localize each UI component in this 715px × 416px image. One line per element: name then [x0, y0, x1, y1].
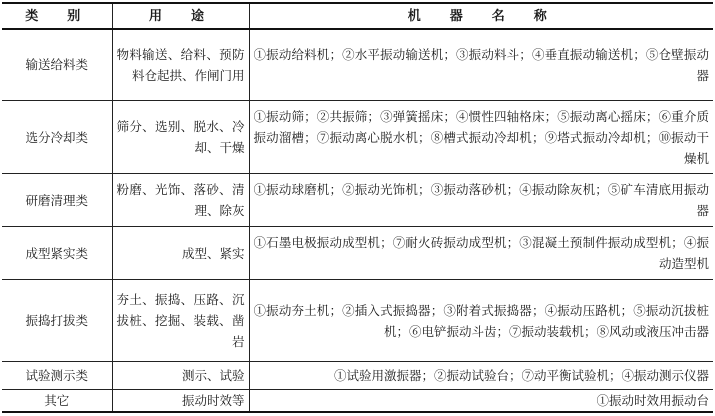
- header-row: [2, 3, 713, 29]
- use-cell: 物料输送、给料、预防料仓起拱、作闸门用: [112, 29, 249, 100]
- vibration-machine-table: [2, 2, 713, 413]
- machines-cell: ①振动夯土机；②插入式振捣器；③附着式振捣器；④振动压路机；⑤振动沉拔桩机；⑥电铲振动斗齿；⑦振动装载机；⑧风动或液压冲击器: [249, 280, 713, 362]
- machines-cell: ①振动时效用振动台: [249, 389, 713, 412]
- machines-cell: ①石墨电极振动成型机；⑦耐火砖振动成型机；③混凝土预制件振动成型机；④振动造型机: [249, 227, 713, 280]
- table-row: [2, 174, 713, 227]
- category-cell: 选分冷却类: [2, 100, 112, 173]
- category-cell: 研磨清理类: [2, 174, 112, 227]
- use-cell: 粉磨、光饰、落砂、清理、除灰: [112, 174, 249, 227]
- use-cell: 成型、紧实: [112, 227, 249, 280]
- use-cell: 筛分、选别、脱水、冷却、干燥: [112, 100, 249, 173]
- category-cell: 振捣打拔类: [2, 280, 112, 362]
- category-cell: 成型紧实类: [2, 227, 112, 280]
- use-cell: 测示、试验: [112, 361, 249, 389]
- use-cell: 振动时效等: [112, 389, 249, 412]
- use-cell: 夯土、振捣、压路、沉拔桩、挖掘、装载、凿岩: [112, 280, 249, 362]
- table-row: [2, 280, 713, 362]
- machines-cell: ①试验用激振器；②振动试验台；⑦动平衡试验机；④振动测示仪器: [249, 361, 713, 389]
- machines-cell: ①振动球磨机；②振动光饰机；③振动落砂机；④振动除灰机；⑤矿车清底用振动器: [249, 174, 713, 227]
- machines-cell: ①振动筛；②共振筛；③弹簧摇床；④惯性四轴格床；⑤振动离心摇床；⑥重介质振动溜槽；⑦振动离心脱水机；⑧槽式振动冷却机；⑨塔式振动冷却机；⑩振动干燥机: [249, 100, 713, 173]
- machines-cell: ①振动给料机；②水平振动输送机；③振动料斗；④垂直振动输送机；⑤仓壁振动器: [249, 29, 713, 100]
- header-machines: 机 器 名 称: [249, 3, 713, 29]
- table-row: [2, 361, 713, 389]
- table-row: [2, 100, 713, 173]
- category-cell: 其它: [2, 389, 112, 412]
- category-cell: 输送给料类: [2, 29, 112, 100]
- header-use: 用 途: [112, 3, 249, 29]
- table-row: [2, 29, 713, 100]
- category-cell: 试验测示类: [2, 361, 112, 389]
- table-row: [2, 227, 713, 280]
- table-row: [2, 389, 713, 412]
- header-category: 类 别: [2, 3, 112, 29]
